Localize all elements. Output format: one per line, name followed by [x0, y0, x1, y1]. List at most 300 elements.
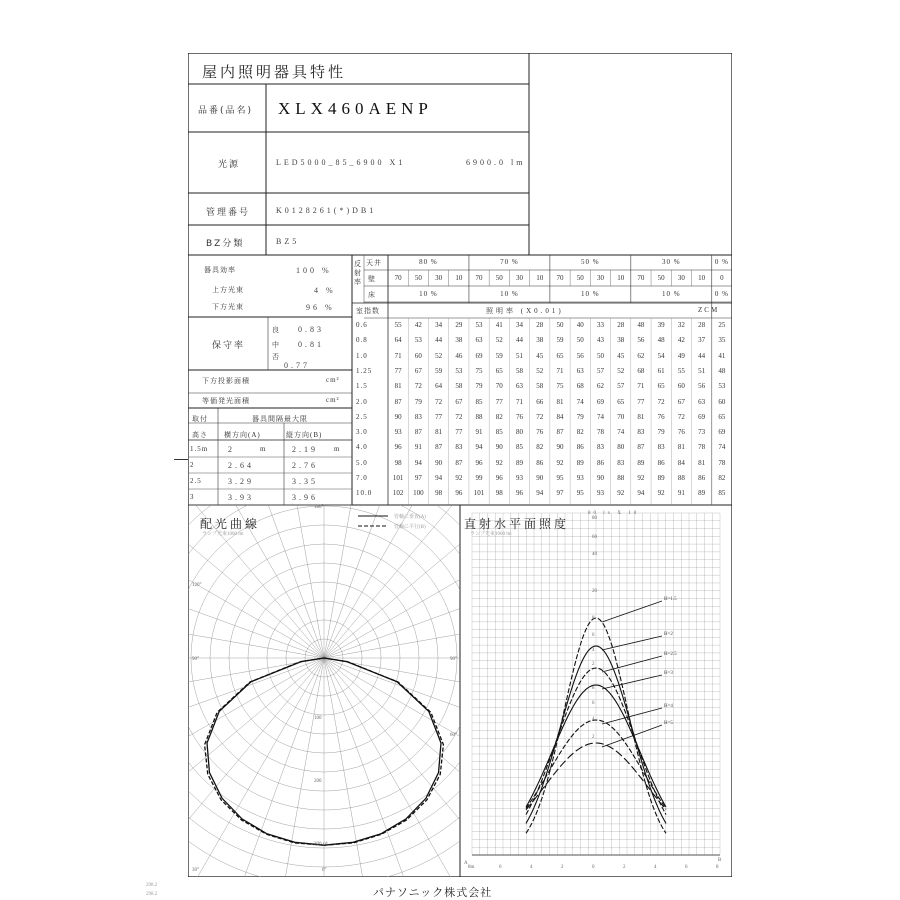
- cu-value: 65: [495, 366, 503, 375]
- cu-value: 65: [617, 397, 625, 406]
- cu-value: 71: [394, 351, 402, 360]
- spacing-a-value: 3.93: [228, 493, 254, 502]
- wall-value: 30: [677, 274, 685, 282]
- cu-value: 50: [596, 351, 604, 360]
- cu-value: 72: [435, 397, 443, 406]
- illum-x-tick: 6: [499, 865, 502, 870]
- polar-spoke: [188, 658, 324, 761]
- cu-value: 79: [475, 382, 483, 391]
- cu-value: 96: [394, 443, 402, 452]
- cu-value: 51: [516, 351, 524, 360]
- cu-value: 90: [596, 474, 604, 482]
- cu-value: 52: [495, 336, 503, 345]
- polar-spoke: [324, 658, 517, 877]
- cu-value: 91: [414, 443, 422, 452]
- cu-value: 67: [414, 366, 422, 375]
- product-code: XLX460AENP: [278, 99, 433, 118]
- side-mark: [174, 459, 188, 460]
- polar-spoke: [188, 555, 324, 658]
- equiv-area-label: 等価発光面積: [202, 397, 250, 405]
- ceiling-value: 50 %: [581, 258, 600, 266]
- illum-y-tick: 6: [592, 701, 595, 706]
- cu-value: 77: [495, 397, 503, 406]
- cu-value: 75: [556, 382, 564, 391]
- cu-value: 62: [596, 382, 604, 391]
- polar-angle-90-left: 90°: [192, 657, 199, 662]
- wall-value: 10: [698, 274, 706, 282]
- ceiling-label: 天井: [366, 259, 382, 267]
- illum-x-tick: 2: [623, 865, 626, 870]
- cu-value: 28: [617, 321, 625, 329]
- source-lumens: 6900.0 lm: [466, 158, 526, 167]
- company-name: パナソニック株式会社: [373, 886, 493, 899]
- cu-value: 86: [536, 458, 544, 467]
- cu-value: 78: [596, 428, 604, 437]
- illum-height-label: H=2: [664, 632, 673, 637]
- cu-value: 69: [596, 397, 604, 406]
- cu-value: 60: [718, 397, 726, 406]
- cu-value: 73: [698, 428, 706, 437]
- cu-value: 75: [475, 366, 483, 375]
- cu-value: 51: [698, 366, 706, 375]
- illum-height-label: H=3: [664, 671, 673, 676]
- illum-x-tick: 4: [654, 865, 657, 870]
- cu-value: 87: [394, 397, 402, 406]
- wall-value: 10: [536, 274, 544, 282]
- illum-x-tick: 4: [530, 865, 533, 870]
- polar-spoke: [324, 658, 474, 877]
- cu-value: 88: [475, 412, 483, 421]
- cu-value: 64: [435, 382, 443, 391]
- room-index: 5.0: [356, 458, 368, 467]
- cu-value: 92: [637, 474, 645, 482]
- efficiency-label: 器具効率: [204, 266, 236, 274]
- cu-value: 59: [556, 336, 564, 345]
- spacing-b-unit: m: [334, 445, 341, 453]
- cu-value: 59: [495, 351, 503, 360]
- cu-value: 60: [677, 382, 685, 391]
- cu-value: 65: [718, 412, 726, 421]
- source-label: 光源: [218, 160, 241, 170]
- spec-sheet: [188, 53, 732, 877]
- cu-value: 42: [414, 321, 422, 329]
- mf-mid-value: 0.81: [298, 340, 324, 349]
- cu-value: 48: [637, 321, 645, 329]
- cu-value: 52: [536, 366, 544, 375]
- cu-value: 40: [576, 321, 584, 329]
- cu-value: 93: [596, 489, 604, 498]
- illum-x-tick: 2: [561, 865, 564, 870]
- polar-r100: 100: [314, 716, 322, 721]
- cu-value: 81: [677, 443, 685, 452]
- proj-area-unit: cm²: [326, 376, 340, 384]
- cu-value: 81: [637, 412, 645, 421]
- cu-value: 94: [414, 458, 422, 467]
- mf-mid-label: 中: [272, 341, 280, 349]
- polar-spoke: [324, 363, 376, 658]
- up-light-value: 4 %: [314, 286, 336, 295]
- cu-value: 50: [556, 321, 564, 329]
- cu-value: 63: [576, 366, 584, 375]
- cu-value: 89: [698, 489, 706, 498]
- polar-spoke: [272, 363, 324, 658]
- wall-value: 10: [455, 274, 463, 282]
- cu-value: 46: [455, 351, 463, 360]
- illum-y-tick: 4: [592, 648, 595, 653]
- cu-value: 54: [657, 351, 665, 360]
- mgmt-label: 管理番号: [206, 208, 251, 218]
- room-index: 3.0: [356, 428, 368, 437]
- wall-label: 壁: [368, 275, 376, 283]
- cu-value: 59: [435, 366, 443, 375]
- illum-leader: [602, 708, 662, 724]
- cu-value: 49: [677, 351, 685, 360]
- polar-spoke: [188, 658, 324, 808]
- cu-value: 78: [698, 443, 706, 452]
- floor-value: 10 %: [500, 290, 519, 298]
- cu-value: 42: [677, 336, 685, 345]
- cu-value: 53: [455, 366, 463, 375]
- spacing-height: 2: [190, 461, 195, 469]
- cu-value: 48: [718, 366, 726, 375]
- wall-value: 50: [414, 274, 422, 282]
- cu-value: 86: [657, 458, 665, 467]
- cu-value: 97: [414, 474, 422, 482]
- spacing-a-value: 3.29: [228, 477, 254, 486]
- illum-subtitle: ランプ光束1000 lm: [470, 532, 512, 537]
- cu-value: 72: [677, 412, 685, 421]
- cu-value: 89: [516, 458, 524, 467]
- room-index: 10.0: [356, 489, 373, 498]
- cu-value: 77: [394, 366, 402, 375]
- cu-value: 82: [718, 474, 726, 482]
- illum-y-tick: 4: [592, 717, 595, 722]
- room-index: 4.0: [356, 443, 368, 452]
- cu-value: 85: [475, 397, 483, 406]
- cu-value: 90: [435, 458, 443, 467]
- cu-value: 65: [657, 382, 665, 391]
- cu-value: 70: [495, 382, 503, 391]
- polar-spoke: [324, 658, 606, 761]
- polar-title: 配光曲線: [200, 517, 261, 531]
- cu-value: 85: [495, 428, 503, 437]
- wall-value: 10: [617, 274, 625, 282]
- cu-value: 38: [536, 336, 544, 345]
- cu-value: 56: [698, 382, 706, 391]
- illum-scale: 80 lx X 10: [588, 511, 640, 516]
- cu-value: 69: [698, 412, 706, 421]
- illum-height-label: H=1.5: [664, 597, 677, 602]
- bz-value: BZ5: [276, 237, 300, 246]
- illum-y-tick: 80: [592, 516, 597, 521]
- wall-value: 50: [576, 274, 584, 282]
- spacing-a-value: 2: [228, 445, 235, 454]
- cu-value: 55: [677, 366, 685, 375]
- cu-value: 34: [516, 321, 524, 329]
- cu-value: 44: [435, 336, 443, 345]
- polar-angle-180: 180°: [314, 505, 324, 510]
- cu-value: 53: [414, 336, 422, 345]
- cu-value: 53: [475, 321, 483, 329]
- spacing-col-b: 縦方向(B): [286, 431, 323, 439]
- cu-value: 96: [516, 489, 524, 498]
- illum-y-tick: 20: [592, 589, 597, 594]
- cu-value: 74: [718, 443, 726, 452]
- cu-value: 76: [677, 428, 685, 437]
- cu-value: 92: [556, 458, 564, 467]
- cu-value: 87: [435, 443, 443, 452]
- footer-code-1: 298.2: [146, 883, 158, 888]
- polar-legend-solid: 管軸に垂直(A): [394, 515, 426, 520]
- up-light-label: 上方光束: [212, 286, 244, 294]
- cu-value: 38: [617, 336, 625, 345]
- illum-axis-a: A: [464, 861, 468, 866]
- cu-value: 94: [475, 443, 483, 452]
- illum-height-label: H=4: [664, 704, 673, 709]
- down-light-value: 96 %: [306, 303, 335, 312]
- room-index: 1.5: [356, 382, 368, 391]
- cu-value: 62: [637, 351, 645, 360]
- cu-value: 82: [576, 428, 584, 437]
- illum-y-tick: 40: [592, 552, 597, 557]
- polar-angle-90-right: 90°: [450, 657, 457, 662]
- cu-value: 86: [596, 458, 604, 467]
- illum-x-tick: 8: [716, 865, 719, 870]
- polar-spoke: [188, 658, 324, 710]
- wall-value: 70: [556, 274, 564, 282]
- cu-value: 81: [698, 458, 706, 467]
- wall-value: 70: [394, 274, 402, 282]
- cu-value: 86: [576, 443, 584, 452]
- cu-value: 101: [392, 474, 404, 482]
- cu-value: 35: [718, 336, 726, 345]
- cu-value: 98: [435, 489, 443, 498]
- cu-value: 29: [455, 321, 463, 329]
- cu-value: 96: [475, 458, 483, 467]
- source-value: LED5000_85_6900 X1: [276, 158, 406, 167]
- cu-value: 67: [455, 397, 463, 406]
- illum-leader: [602, 601, 662, 622]
- cu-value: 74: [576, 397, 584, 406]
- cu-value: 63: [516, 382, 524, 391]
- polar-spoke: [188, 606, 324, 658]
- cu-value: 102: [392, 489, 404, 498]
- cu-value: 53: [718, 382, 726, 391]
- cu-value: 71: [516, 397, 524, 406]
- cu-value: 84: [556, 412, 564, 421]
- cu-value: 45: [617, 351, 625, 360]
- cu-value: 44: [698, 351, 706, 360]
- cu-value: 80: [617, 443, 625, 452]
- cu-value: 78: [718, 458, 726, 467]
- cu-value: 83: [455, 443, 463, 452]
- cu-value: 48: [657, 336, 665, 345]
- cu-value: 72: [414, 382, 422, 391]
- cu-value: 71: [637, 382, 645, 391]
- cu-value: 89: [576, 458, 584, 467]
- cu-value: 55: [394, 321, 402, 329]
- cu-value: 89: [657, 474, 665, 482]
- spacing-height: 3: [190, 493, 195, 501]
- cu-value: 90: [394, 412, 402, 421]
- cu-value: 82: [536, 443, 544, 452]
- illum-x-tick: 6: [685, 865, 688, 870]
- cu-value: 95: [556, 474, 564, 482]
- cu-value: 79: [576, 412, 584, 421]
- cu-value: 95: [576, 489, 584, 498]
- illum-y-tick: 6: [592, 633, 595, 638]
- spacing-height-label: 高さ: [192, 431, 208, 439]
- cu-value: 83: [596, 443, 604, 452]
- illum-y-tick: 2: [592, 662, 595, 667]
- cu-value: 68: [637, 366, 645, 375]
- spacing-col-a: 横方向(A): [224, 431, 261, 439]
- cu-value: 93: [394, 428, 402, 437]
- zcm-label: ZCM: [698, 306, 720, 314]
- cu-value: 28: [536, 321, 544, 329]
- room-index: 1.0: [356, 351, 368, 360]
- cu-value: 80: [516, 428, 524, 437]
- cu-value: 94: [536, 489, 544, 498]
- cu-value: 79: [657, 428, 665, 437]
- cu-value: 72: [536, 412, 544, 421]
- equiv-area-unit: cm²: [326, 396, 340, 404]
- cu-value: 70: [617, 412, 625, 421]
- mf-bad-label: 否: [272, 353, 280, 361]
- cu-value: 88: [677, 474, 685, 482]
- cu-value: 34: [435, 321, 443, 329]
- cu-value: 72: [657, 397, 665, 406]
- cu-value: 93: [576, 474, 584, 482]
- cu-value: 64: [394, 336, 402, 345]
- room-index: 1.25: [356, 366, 373, 375]
- cu-value: 32: [677, 321, 685, 329]
- polar-angle-0: 0°: [322, 868, 327, 873]
- cu-value: 98: [394, 458, 402, 467]
- cu-value: 41: [718, 351, 726, 360]
- cu-value: 60: [414, 351, 422, 360]
- cu-value: 45: [536, 351, 544, 360]
- spacing-b-value: 2.19: [292, 445, 318, 454]
- polar-angle-120: 120°: [192, 583, 202, 588]
- spacing-a-unit: m: [260, 445, 267, 453]
- cu-value: 69: [718, 428, 726, 437]
- cu-value: 57: [596, 366, 604, 375]
- room-index-label: 室指数: [356, 307, 380, 315]
- polar-legend-dashed: 管軸に平行(B): [394, 525, 426, 530]
- maintenance-label: 保守率: [212, 341, 246, 351]
- cu-value: 33: [596, 321, 604, 329]
- cu-value: 43: [596, 336, 604, 345]
- illum-title: 直射水平面照度: [464, 517, 570, 531]
- spacing-title: 器具間隔最大限: [252, 415, 308, 423]
- mf-bad-value: 0.77: [284, 361, 310, 370]
- cu-value: 81: [556, 397, 564, 406]
- proj-area-label: 下方投影面積: [202, 377, 250, 385]
- cu-value: 58: [516, 366, 524, 375]
- mf-good-label: 良: [272, 326, 280, 334]
- wall-value: 30: [596, 274, 604, 282]
- cu-value: 76: [516, 412, 524, 421]
- illum-x-tick: 0: [592, 865, 595, 870]
- cu-value: 74: [617, 428, 625, 437]
- cu-value: 52: [617, 366, 625, 375]
- polar-r200: 200: [314, 779, 322, 784]
- reflectance-label: 反射率: [354, 260, 362, 286]
- spacing-b-value: 3.35: [292, 477, 318, 486]
- wall-value: 50: [495, 274, 503, 282]
- room-index: 0.8: [356, 336, 368, 345]
- cu-value: 98: [495, 489, 503, 498]
- cu-value: 68: [576, 382, 584, 391]
- illum-y-tick: 8: [592, 686, 595, 691]
- wall-value: 70: [637, 274, 645, 282]
- cu-value: 83: [414, 412, 422, 421]
- cu-value: 57: [617, 382, 625, 391]
- cu-value: 39: [657, 321, 665, 329]
- cu-value: 72: [455, 412, 463, 421]
- bz-label: BZ分類: [206, 239, 245, 249]
- cu-value: 52: [435, 351, 443, 360]
- cu-value: 56: [576, 351, 584, 360]
- cu-value: 91: [677, 489, 685, 498]
- wall-value: 30: [516, 274, 524, 282]
- cu-value: 63: [475, 336, 483, 345]
- cu-value: 90: [536, 474, 544, 482]
- cu-value: 66: [536, 397, 544, 406]
- illum-axis-b: B: [718, 858, 722, 863]
- cu-value: 84: [677, 458, 685, 467]
- cu-value: 90: [495, 443, 503, 452]
- cu-value: 56: [637, 336, 645, 345]
- ceiling-value: 0 %: [714, 258, 729, 266]
- wall-value: 30: [435, 274, 443, 282]
- cu-value: 87: [556, 428, 564, 437]
- cu-value: 96: [495, 474, 503, 482]
- illum-leader: [602, 675, 662, 689]
- mgmt-value: K0128261(*)DB1: [276, 206, 377, 215]
- cu-value: 28: [698, 321, 706, 329]
- spacing-mount-label: 取付: [192, 415, 208, 423]
- illum-y-tick: 8: [592, 616, 595, 621]
- cu-value: 90: [556, 443, 564, 452]
- cu-value: 79: [414, 397, 422, 406]
- cu-value: 67: [677, 397, 685, 406]
- cu-value: 97: [556, 489, 564, 498]
- cu-value: 99: [475, 474, 483, 482]
- ceiling-value: 30 %: [661, 258, 681, 266]
- polar-angle-30: 30°: [192, 868, 199, 873]
- wall-value: 50: [657, 274, 665, 282]
- cu-value: 87: [414, 428, 422, 437]
- cu-value: 77: [637, 397, 645, 406]
- cu-value: 93: [516, 474, 524, 482]
- cu-value: 76: [536, 428, 544, 437]
- cu-value: 82: [495, 412, 503, 421]
- cu-value: 88: [617, 474, 625, 482]
- cu-value: 101: [473, 489, 485, 498]
- illum-height-label: H=5: [664, 721, 673, 726]
- cu-value: 83: [617, 458, 625, 467]
- cu-value: 86: [698, 474, 706, 482]
- room-index: 7.0: [356, 474, 368, 482]
- spacing-b-value: 3.96: [292, 493, 318, 502]
- cu-value: 87: [637, 443, 645, 452]
- cu-value: 63: [698, 397, 706, 406]
- wall-value: 70: [475, 274, 483, 282]
- cu-value: 87: [455, 458, 463, 467]
- cu-value: 58: [536, 382, 544, 391]
